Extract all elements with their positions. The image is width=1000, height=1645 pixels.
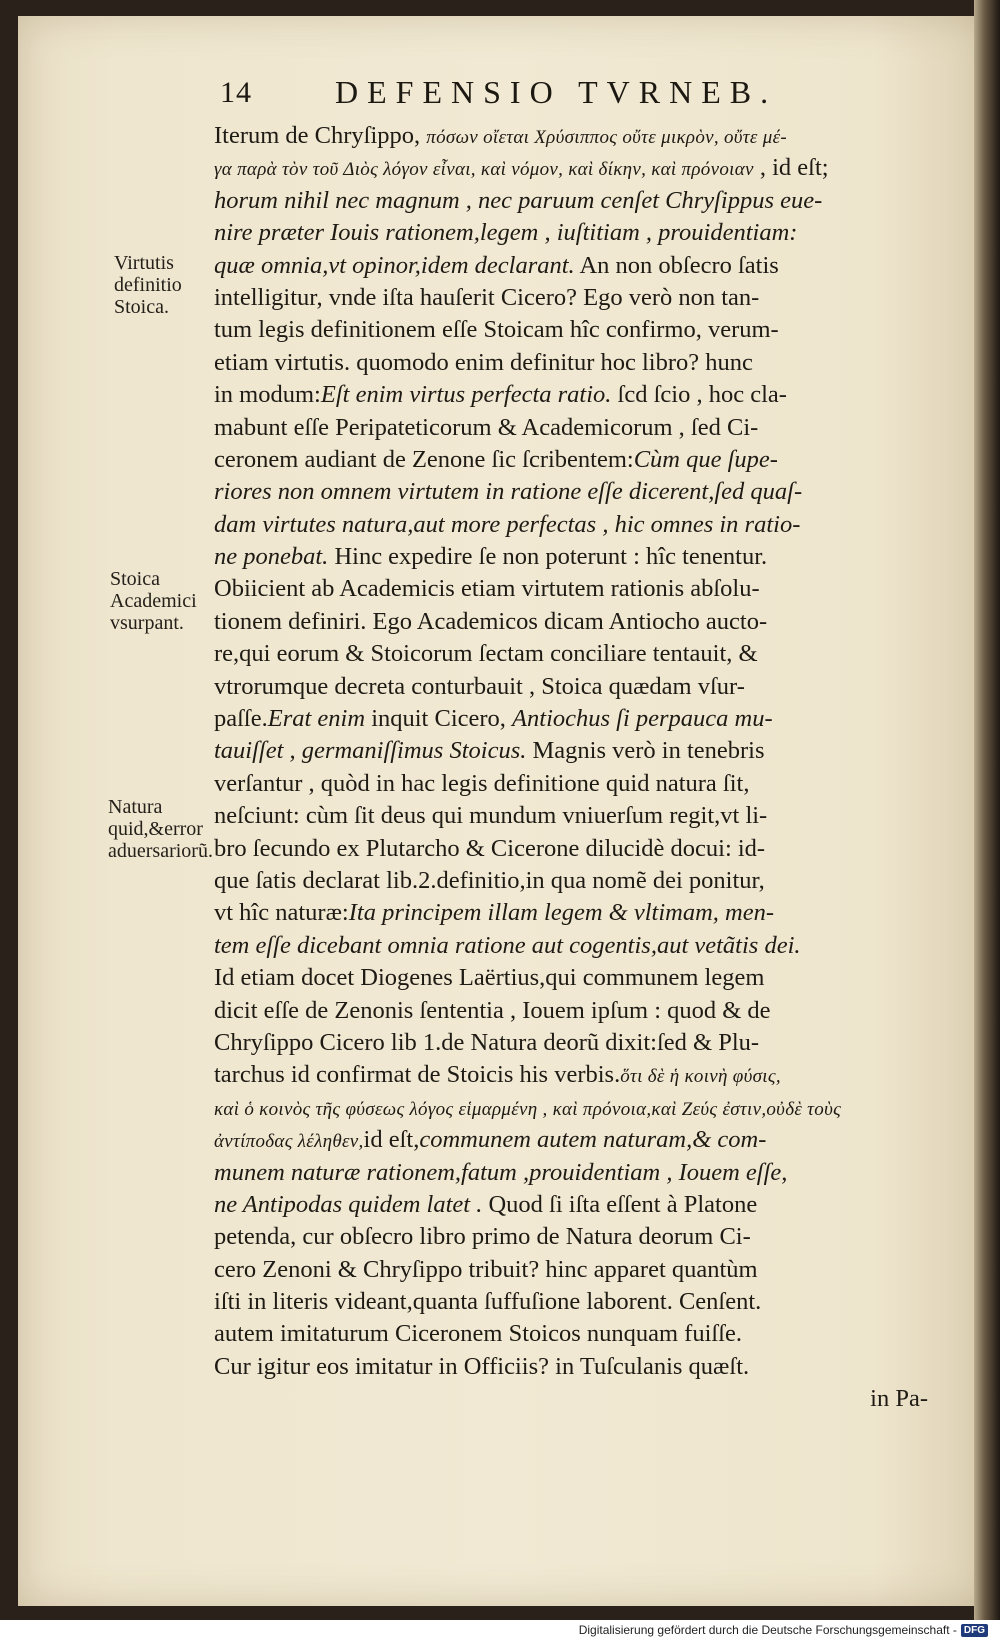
roman-text: tionem definiri. Ego Academicos dicam Antiocho aucto- xyxy=(214,607,768,635)
roman-text: bro ſecundo ex Plutarcho & Cicerone dilucidè docui: id- xyxy=(214,834,766,862)
roman-text: neſciunt: cùm ſit deus qui mundum vniuerſum regit,vt li- xyxy=(214,802,768,830)
greek-text: γα παρὰ τὸν τοῦ Διὸς λόγον εἶναι, καὶ νόμον, καὶ δίκην, καὶ πρόνοιαν xyxy=(214,159,754,181)
roman-text: Obiicient ab Academicis etiam virtutem rationis abſolu- xyxy=(214,575,760,603)
italic-text: riores non omnem virtutem in ratione eſſe dicerent,ſed quaſ- xyxy=(214,478,803,506)
roman-text: paſſe. xyxy=(214,705,268,733)
text-line xyxy=(214,347,928,379)
italic-text: horum nihil nec magnum , nec paruum cenſet Chryſippus eue- xyxy=(214,186,823,214)
roman-text: dicit eſſe de Zenonis ſententia , Iouem ipſum : quod & de xyxy=(214,996,771,1024)
text-line xyxy=(214,1254,928,1286)
book-edge xyxy=(974,0,1000,1620)
roman-text: Hinc expedire ſe non poterunt : hîc tenentur. xyxy=(328,543,768,571)
text-line xyxy=(214,1027,928,1059)
roman-text: Iterum de Chryſippo, xyxy=(214,122,427,149)
italic-text: Erat enim xyxy=(267,705,366,733)
roman-text: Cur igitur eos imitatur in Officiis? in Tuſculanis quæſt. xyxy=(214,1352,750,1380)
roman-text: ſcd ſcio , hoc cla- xyxy=(611,381,787,409)
text-line xyxy=(214,995,928,1027)
dfg-logo: DFG xyxy=(961,1624,988,1637)
italic-text: ne ponebat. xyxy=(214,543,329,571)
roman-text: Quod ſi iſta eſſent à Platone xyxy=(482,1190,758,1218)
text-line xyxy=(214,638,928,670)
roman-text: , id eſt; xyxy=(753,154,829,182)
text-line xyxy=(214,1124,928,1156)
roman-text: in modum: xyxy=(214,381,321,409)
roman-text: cero Zenoni & Chryſippo tribuit? hinc apparet quantùm xyxy=(214,1255,758,1283)
text-line xyxy=(214,1318,928,1350)
body-text xyxy=(214,120,928,1416)
text-line xyxy=(214,476,928,508)
italic-text: tem eſſe dicebant omnia ratione aut cogentis,aut vetãtis dei. xyxy=(214,931,801,959)
italic-text: Eſt enim virtus perfecta ratio. xyxy=(320,381,612,409)
roman-text: Id etiam docet Diogenes Laërtius,qui communem legem xyxy=(214,964,765,992)
text-line xyxy=(214,1157,928,1189)
text-line xyxy=(214,217,928,249)
italic-text: munem naturæ rationem,fatum ,prouidentiam , Iouem eſſe, xyxy=(214,1158,788,1186)
italic-text: dam virtutes natura,aut more perfectas , hic omnes in ratio- xyxy=(214,510,801,538)
greek-text: ὅτι δὲ ἡ κοινὴ φύσις, xyxy=(620,1066,781,1088)
footer-credit-text: Digitalisierung gefördert durch die Deutsche Forschungsgemeinschaft - xyxy=(578,1623,957,1637)
text-line xyxy=(214,703,928,735)
text-line xyxy=(214,865,928,897)
text-line xyxy=(214,1351,928,1383)
margin-note-virtutis: Virtutis definitio Stoica. xyxy=(114,252,182,318)
roman-text: petenda, cur obſecro libro primo de Natura deorum Ci- xyxy=(214,1223,751,1251)
text-line xyxy=(214,735,928,767)
roman-text: vt hîc naturæ: xyxy=(214,899,349,927)
roman-text: vtrorumque decreta conturbauit , Stoica quædam vſur- xyxy=(214,672,745,700)
text-line xyxy=(214,768,928,800)
margin-note-stoica: Stoica Academici vsurpant. xyxy=(110,568,197,634)
text-line xyxy=(214,444,928,476)
text-line xyxy=(214,1059,928,1091)
italic-text: quæ omnia,vt opinor,idem declarant. xyxy=(214,251,575,279)
text-line xyxy=(214,379,928,411)
text-line xyxy=(214,509,928,541)
text-line xyxy=(214,1221,928,1253)
text-line xyxy=(214,541,928,573)
italic-text: Ita principem illam legem & vltimam, men- xyxy=(348,899,774,927)
roman-text: autem imitaturum Ciceronem Stoicos nunquam fuiſſe. xyxy=(214,1320,743,1348)
text-line xyxy=(214,282,928,314)
roman-text: verſantur , quòd in hac legis definitione quid natura ſit, xyxy=(214,769,750,797)
page-number: 14 xyxy=(220,76,252,109)
text-line xyxy=(214,250,928,282)
roman-text: tum legis definitionem eſſe Stoicam hîc confirmo, verum- xyxy=(214,316,779,344)
italic-text: tauiſſet , germaniſſimus Stoicus. xyxy=(214,737,527,765)
roman-text: Magnis verò in tenebris xyxy=(526,737,765,765)
catchword: in Pa- xyxy=(870,1385,928,1413)
roman-text: ceronem audiant de Zenone ſic ſcribentem: xyxy=(214,445,634,473)
text-line xyxy=(214,1286,928,1318)
roman-text: inquit Cicero, xyxy=(365,705,513,733)
greek-text: πόσων οἴεται Χρύσιππος οὔτε μικρὸν, οὔτε μέ- xyxy=(426,127,787,148)
italic-text: Antiochus ſi perpauca mu- xyxy=(512,705,773,733)
greek-text: καὶ ὁ κοινὸς τῆς φύσεως λόγος εἱμαρμένη , καὶ πρόνοια,καὶ Ζεύς ἐστιν,οὐδὲ τοὺς xyxy=(214,1098,842,1120)
text-line xyxy=(214,962,928,994)
roman-text: re,qui eorum & Stoicorum ſectam conciliare tentauit, & xyxy=(214,640,758,668)
text-line xyxy=(214,185,928,217)
text-line xyxy=(214,1092,928,1124)
italic-text: communem autem naturam,& com- xyxy=(419,1126,767,1154)
text-line xyxy=(214,120,928,152)
greek-text: ἀντίποδας λέληθεν, xyxy=(214,1131,364,1153)
roman-text: id eſt, xyxy=(363,1126,420,1154)
text-line xyxy=(214,1189,928,1221)
text-line xyxy=(214,930,928,962)
margin-note-natura: Natura quid,&error aduersariorũ. xyxy=(108,796,213,862)
text-line xyxy=(214,897,928,929)
text-line xyxy=(214,833,928,865)
text-line xyxy=(214,671,928,703)
roman-text: etiam virtutis. quomodo enim definitur hoc libro? hunc xyxy=(214,348,753,376)
roman-text: An non obſecro ſatis xyxy=(574,251,779,279)
text-line xyxy=(214,152,928,184)
page-header xyxy=(205,70,925,120)
roman-text: intelligitur, vnde iſta hauſerit Cicero? Ego verò non tan- xyxy=(214,283,760,311)
italic-text: ne Antipodas quidem latet . xyxy=(214,1190,483,1218)
italic-text: nire præter Iouis rationem,legem , iuſtitiam , prouidentiam: xyxy=(214,219,798,247)
running-title: DEFENSIO TVRNEB. xyxy=(335,74,778,110)
footer-credit xyxy=(579,1621,988,1639)
roman-text: que ſatis declarat lib.2.definitio,in qua nomẽ dei ponitur, xyxy=(214,866,765,894)
text-line xyxy=(214,800,928,832)
text-line xyxy=(214,314,928,346)
roman-text: mabunt eſſe Peripateticorum & Academicorum , ſed Ci- xyxy=(214,413,759,441)
text-line xyxy=(214,412,928,444)
roman-text: iſti in literis videant,quanta ſuffuſione laborent. Cenſent. xyxy=(214,1288,762,1316)
text-line xyxy=(214,573,928,605)
italic-text: Cùm que ſupe- xyxy=(633,445,778,473)
roman-text: Chryſippo Cicero lib 1.de Natura deorũ dixit:ſed & Plu- xyxy=(214,1028,760,1056)
roman-text: tarchus id confirmat de Stoicis his verbis. xyxy=(214,1061,621,1089)
text-line xyxy=(214,606,928,638)
